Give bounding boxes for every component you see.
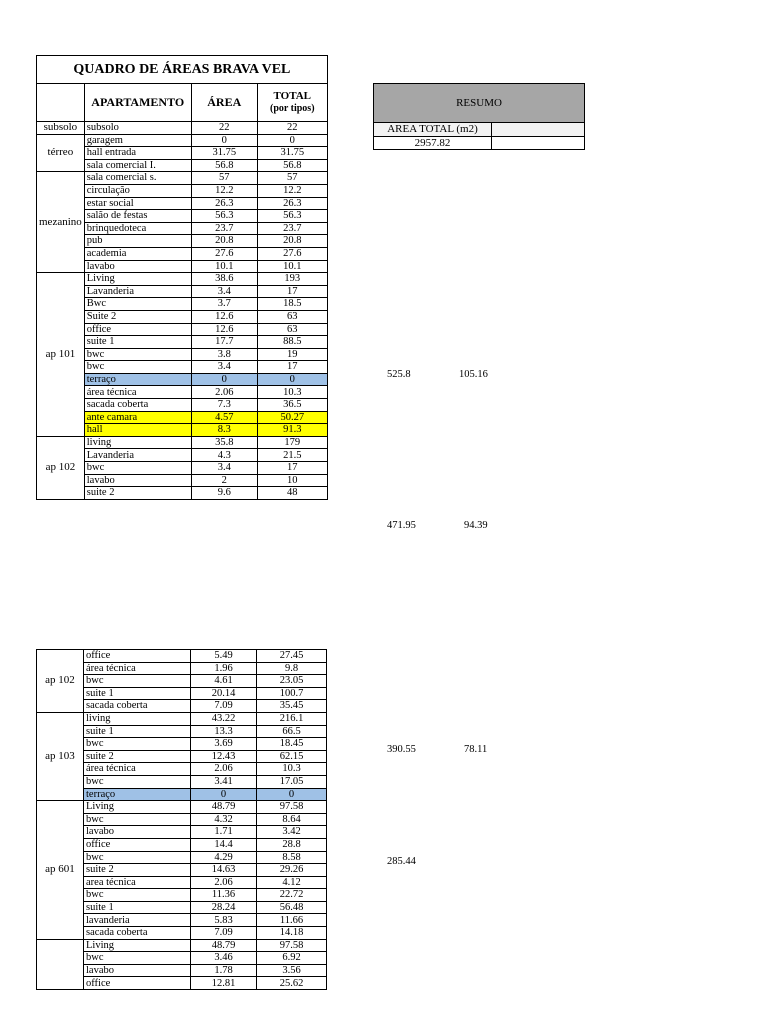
room-name-cell: office	[84, 323, 191, 336]
total-cell: 14.18	[257, 927, 327, 940]
room-name-cell: academia	[84, 247, 191, 260]
total-cell: 63	[257, 310, 327, 323]
room-name-cell: sacada coberta	[84, 399, 191, 412]
resumo-box	[373, 83, 585, 150]
room-name-cell: lavabo	[84, 826, 191, 839]
ap101-total: 525.8	[387, 369, 411, 380]
area-cell: 10.1	[191, 260, 257, 273]
total-cell: 97.58	[257, 939, 327, 952]
total-cell: 26.3	[257, 197, 327, 210]
area-cell: 31.75	[191, 147, 257, 160]
total-cell: 22.72	[257, 889, 327, 902]
area-cell: 26.3	[191, 197, 257, 210]
room-name-cell: sacada coberta	[84, 700, 191, 713]
room-name-cell: lavanderia	[84, 914, 191, 927]
room-name-cell: terraço	[84, 788, 191, 801]
room-name-cell: Living	[84, 939, 191, 952]
room-name-cell: terraço	[84, 373, 191, 386]
total-cell: 97.58	[257, 801, 327, 814]
area-cell: 56.8	[191, 159, 257, 172]
table-row	[37, 172, 328, 185]
total-cell: 88.5	[257, 336, 327, 349]
total-cell: 63	[257, 323, 327, 336]
room-name-cell: bwc	[84, 952, 191, 965]
total-cell: 29.26	[257, 864, 327, 877]
group-label-mezanino: mezanino	[37, 172, 85, 273]
room-name-cell: suite 1	[84, 725, 191, 738]
ap601-total: 285.44	[387, 856, 416, 867]
room-name-cell: suite 1	[84, 336, 191, 349]
area-cell: 7.09	[191, 700, 257, 713]
total-cell: 66.5	[257, 725, 327, 738]
area-cell: 22	[191, 122, 257, 135]
total-cell: 36.5	[257, 399, 327, 412]
room-name-cell: Suite 2	[84, 310, 191, 323]
area-cell: 35.8	[191, 436, 257, 449]
area-cell: 4.61	[191, 675, 257, 688]
area-cell: 27.6	[191, 247, 257, 260]
table-title: QUADRO DE ÁREAS BRAVA VEL	[37, 56, 328, 84]
total-cell: 18.5	[257, 298, 327, 311]
room-name-cell: bwc	[84, 851, 191, 864]
total-cell: 31.75	[257, 147, 327, 160]
group-label-ap-102: ap 102	[37, 436, 85, 499]
group-label-ap-102: ap 102	[37, 650, 84, 713]
room-name-cell: bwc	[84, 775, 191, 788]
area-cell: 2	[191, 474, 257, 487]
total-cell: 193	[257, 273, 327, 286]
total-cell: 10.3	[257, 386, 327, 399]
room-name-cell: bwc	[84, 675, 191, 688]
total-cell: 23.7	[257, 222, 327, 235]
room-name-cell: Bwc	[84, 298, 191, 311]
room-name-cell: garagem	[84, 134, 191, 147]
header-total-label: TOTAL	[273, 90, 312, 102]
resumo-title: RESUMO	[374, 84, 584, 123]
total-cell: 10.3	[257, 763, 327, 776]
header-total-sub: (por tipos)	[269, 103, 315, 114]
room-name-cell: sala comercial I.	[84, 159, 191, 172]
area-cell: 3.41	[191, 775, 257, 788]
total-cell: 22	[257, 122, 327, 135]
room-name-cell: bwc	[84, 462, 191, 475]
room-name-cell: Living	[84, 801, 191, 814]
ap103-avg: 78.11	[464, 744, 488, 755]
area-cell: 4.3	[191, 449, 257, 462]
header-total	[257, 84, 327, 122]
area-cell: 4.32	[191, 813, 257, 826]
header-area: ÁREA	[191, 84, 257, 122]
room-name-cell: estar social	[84, 197, 191, 210]
total-cell: 48	[257, 487, 327, 500]
area-cell: 2.06	[191, 876, 257, 889]
total-cell: 27.6	[257, 247, 327, 260]
sheet-page-2	[0, 646, 768, 1024]
area-cell: 3.7	[191, 298, 257, 311]
room-name-cell: salão de festas	[84, 210, 191, 223]
room-name-cell: circulação	[84, 184, 191, 197]
table-row	[37, 712, 327, 725]
room-name-cell: suite 1	[84, 901, 191, 914]
room-name-cell: área técnica	[84, 386, 191, 399]
room-name-cell: living	[84, 436, 191, 449]
room-name-cell: hall	[84, 424, 191, 437]
table-row	[37, 122, 328, 135]
total-cell: 28.8	[257, 838, 327, 851]
area-cell: 13.3	[191, 725, 257, 738]
resumo-label: AREA TOTAL (m2)	[374, 123, 492, 136]
area-cell: 1.78	[191, 964, 257, 977]
room-name-cell: bwc	[84, 889, 191, 902]
area-cell: 0	[191, 134, 257, 147]
room-name-cell: área técnica	[84, 763, 191, 776]
ap103-total: 390.55	[387, 744, 416, 755]
ap102-avg: 94.39	[464, 520, 488, 531]
room-name-cell: ante camara	[84, 411, 191, 424]
room-name-cell: suite 2	[84, 864, 191, 877]
area-cell: 12.6	[191, 323, 257, 336]
area-cell: 3.4	[191, 462, 257, 475]
area-cell: 28.24	[191, 901, 257, 914]
area-cell: 5.83	[191, 914, 257, 927]
area-cell: 3.4	[191, 285, 257, 298]
room-name-cell: Lavanderia	[84, 449, 191, 462]
area-cell: 17.7	[191, 336, 257, 349]
total-cell: 18.45	[257, 738, 327, 751]
room-name-cell: sala comercial s.	[84, 172, 191, 185]
group-label-ap-601: ap 601	[37, 801, 84, 940]
ap102-total: 471.95	[387, 520, 416, 531]
room-name-cell: office	[84, 650, 191, 663]
total-cell: 0	[257, 373, 327, 386]
total-cell: 10.1	[257, 260, 327, 273]
group-label-terreo: térreo	[37, 134, 85, 172]
area-cell: 1.96	[191, 662, 257, 675]
area-cell: 23.7	[191, 222, 257, 235]
area-cell: 9.6	[191, 487, 257, 500]
total-cell: 19	[257, 348, 327, 361]
room-name-cell: Living	[84, 273, 191, 286]
ap101-avg: 105.16	[459, 369, 488, 380]
header-apartamento: APARTAMENTO	[84, 84, 191, 122]
group-label-ap-101: ap 101	[37, 273, 85, 437]
room-name-cell: área técnica	[84, 662, 191, 675]
room-name-cell: brinquedoteca	[84, 222, 191, 235]
areas-table-continued	[36, 649, 327, 990]
room-name-cell: lavabo	[84, 964, 191, 977]
table-row	[37, 134, 328, 147]
area-cell: 3.4	[191, 361, 257, 374]
table-row	[37, 939, 327, 952]
total-cell: 56.48	[257, 901, 327, 914]
total-cell: 100.7	[257, 687, 327, 700]
room-name-cell: bwc	[84, 348, 191, 361]
area-cell: 3.8	[191, 348, 257, 361]
total-cell: 3.42	[257, 826, 327, 839]
area-cell: 5.49	[191, 650, 257, 663]
area-cell: 4.57	[191, 411, 257, 424]
total-cell: 17	[257, 361, 327, 374]
area-cell: 38.6	[191, 273, 257, 286]
total-cell: 62.15	[257, 750, 327, 763]
total-cell: 56.3	[257, 210, 327, 223]
area-cell: 12.81	[191, 977, 257, 990]
areas-table	[36, 55, 328, 500]
area-cell: 12.43	[191, 750, 257, 763]
total-cell: 3.56	[257, 964, 327, 977]
total-cell: 50.27	[257, 411, 327, 424]
room-name-cell: hall entrada	[84, 147, 191, 160]
room-name-cell: office	[84, 838, 191, 851]
room-name-cell: suite 2	[84, 487, 191, 500]
total-cell: 56.8	[257, 159, 327, 172]
table-row	[37, 801, 327, 814]
total-cell: 10	[257, 474, 327, 487]
area-cell: 20.14	[191, 687, 257, 700]
group-label-ap-103: ap 103	[37, 712, 84, 800]
total-cell: 17	[257, 462, 327, 475]
resumo-value-blank	[492, 137, 584, 150]
area-cell: 3.46	[191, 952, 257, 965]
area-cell: 12.2	[191, 184, 257, 197]
room-name-cell: bwc	[84, 813, 191, 826]
resumo-label-blank	[492, 123, 584, 136]
area-cell: 43.22	[191, 712, 257, 725]
resumo-value-row	[374, 137, 584, 150]
total-cell: 8.58	[257, 851, 327, 864]
total-cell: 216.1	[257, 712, 327, 725]
area-cell: 2.06	[191, 386, 257, 399]
total-cell: 25.62	[257, 977, 327, 990]
room-name-cell: lavabo	[84, 260, 191, 273]
resumo-value: 2957.82	[374, 137, 492, 150]
header-blank	[37, 84, 85, 122]
table-row	[37, 273, 328, 286]
area-cell: 57	[191, 172, 257, 185]
total-cell: 6.92	[257, 952, 327, 965]
room-name-cell: living	[84, 712, 191, 725]
total-cell: 9.8	[257, 662, 327, 675]
total-cell: 23.05	[257, 675, 327, 688]
total-cell: 0	[257, 788, 327, 801]
room-name-cell: suite 2	[84, 750, 191, 763]
area-cell: 48.79	[191, 801, 257, 814]
table-row	[37, 436, 328, 449]
area-cell: 3.69	[191, 738, 257, 751]
area-cell: 56.3	[191, 210, 257, 223]
room-name-cell: bwc	[84, 361, 191, 374]
resumo-label-row	[374, 123, 584, 137]
total-cell: 179	[257, 436, 327, 449]
area-cell: 11.36	[191, 889, 257, 902]
area-cell: 7.3	[191, 399, 257, 412]
area-cell: 14.4	[191, 838, 257, 851]
total-cell: 4.12	[257, 876, 327, 889]
room-name-cell: Lavanderia	[84, 285, 191, 298]
total-cell: 17.05	[257, 775, 327, 788]
room-name-cell: area técnica	[84, 876, 191, 889]
room-name-cell: bwc	[84, 738, 191, 751]
area-cell: 1.71	[191, 826, 257, 839]
area-cell: 48.79	[191, 939, 257, 952]
room-name-cell: sacada coberta	[84, 927, 191, 940]
group-label-blank	[37, 939, 84, 989]
total-cell: 27.45	[257, 650, 327, 663]
area-cell: 0	[191, 788, 257, 801]
room-name-cell: suite 1	[84, 687, 191, 700]
total-cell: 21.5	[257, 449, 327, 462]
area-cell: 8.3	[191, 424, 257, 437]
total-cell: 8.64	[257, 813, 327, 826]
total-cell: 11.66	[257, 914, 327, 927]
area-cell: 12.6	[191, 310, 257, 323]
group-label-subsolo: subsolo	[37, 122, 85, 135]
total-cell: 0	[257, 134, 327, 147]
room-name-cell: subsolo	[84, 122, 191, 135]
area-cell: 20.8	[191, 235, 257, 248]
total-cell: 12.2	[257, 184, 327, 197]
total-cell: 17	[257, 285, 327, 298]
room-name-cell: office	[84, 977, 191, 990]
total-cell: 35.45	[257, 700, 327, 713]
area-cell: 2.06	[191, 763, 257, 776]
area-cell: 14.63	[191, 864, 257, 877]
total-cell: 91.3	[257, 424, 327, 437]
total-cell: 20.8	[257, 235, 327, 248]
total-cell: 57	[257, 172, 327, 185]
area-cell: 0	[191, 373, 257, 386]
room-name-cell: lavabo	[84, 474, 191, 487]
room-name-cell: pub	[84, 235, 191, 248]
area-cell: 7.09	[191, 927, 257, 940]
area-cell: 4.29	[191, 851, 257, 864]
table-row	[37, 650, 327, 663]
